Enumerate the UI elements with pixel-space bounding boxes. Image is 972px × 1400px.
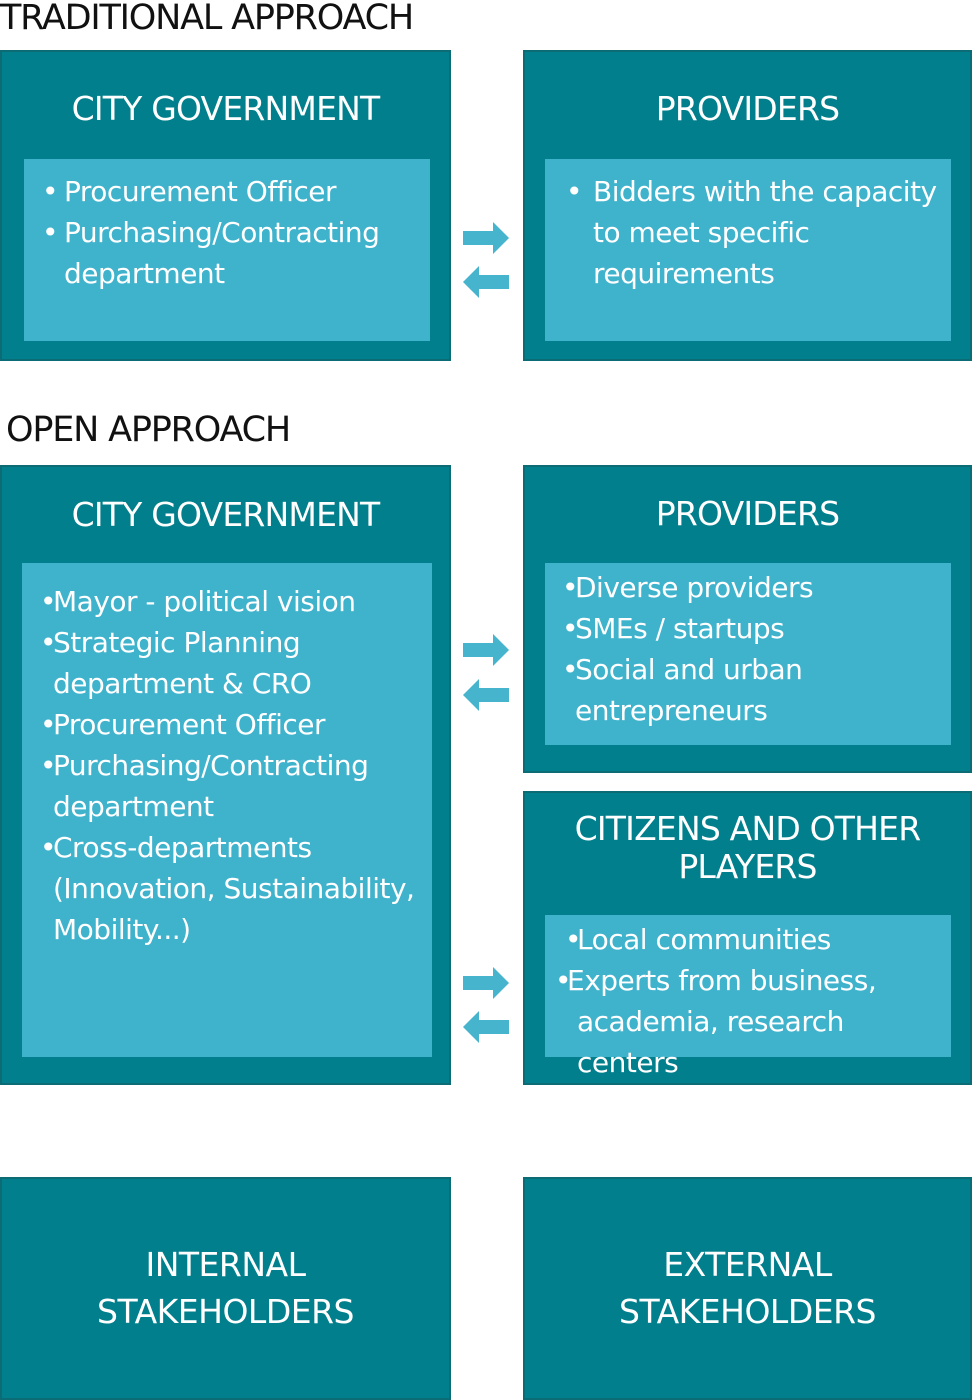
traditional-providers-box [523, 50, 972, 361]
box-title: CITY GOVERNMENT [71, 495, 380, 534]
box-title: CITIZENS AND OTHER PLAYERS [574, 809, 921, 886]
arrow-left-icon [463, 266, 509, 298]
list-item: • Cross-departments (Innovation, Sustainability, Mobility...) [22, 827, 418, 950]
arrow-left-icon [463, 679, 509, 711]
traditional-providers-list [545, 159, 951, 341]
list-item: • Mayor - political vision [22, 581, 418, 622]
list-item: • Purchasing/Contracting department [24, 212, 420, 294]
external-stakeholders-label: EXTERNAL STAKEHOLDERS [619, 1245, 876, 1331]
open-citizens-list [545, 915, 951, 1079]
open-providers-list [545, 563, 951, 745]
internal-stakeholders-box [0, 1177, 451, 1400]
list-item: • Bidders with the capacity to meet specific requirements [545, 171, 941, 294]
list-item: • Diverse providers [545, 567, 941, 608]
arrow-right-icon [463, 634, 509, 666]
list-item: • Procurement Officer [24, 171, 420, 212]
list-item: • Purchasing/Contracting department [22, 745, 418, 827]
arrow-left-icon [463, 1011, 509, 1043]
arrow-right-icon [463, 967, 509, 999]
open-providers-box [523, 465, 972, 773]
open-approach-title: OPEN APPROACH [6, 410, 290, 450]
list-item: • Experts from business, academia, research centers [545, 960, 945, 1083]
external-stakeholders-box [523, 1177, 972, 1400]
internal-stakeholders-label: INTERNAL STAKEHOLDERS [97, 1245, 354, 1331]
box-title: PROVIDERS [655, 89, 840, 128]
box-title: CITY GOVERNMENT [71, 89, 380, 128]
list-item: • Social and urban entrepreneurs [545, 649, 941, 731]
list-item: • Procurement Officer [22, 704, 418, 745]
open-citizens-box [523, 791, 972, 1085]
box-title: PROVIDERS [655, 494, 840, 533]
list-item: • SMEs / startups [545, 608, 941, 649]
list-item: • Local communities [545, 919, 945, 960]
open-city-government-list [22, 563, 432, 1057]
arrow-right-icon [463, 222, 509, 254]
traditional-city-government-box [0, 50, 451, 361]
list-item: • Strategic Planning department & CRO [22, 622, 418, 704]
traditional-city-government-list [24, 159, 430, 341]
traditional-approach-title: TRADITIONAL APPROACH [0, 0, 413, 38]
open-city-government-box [0, 465, 451, 1085]
